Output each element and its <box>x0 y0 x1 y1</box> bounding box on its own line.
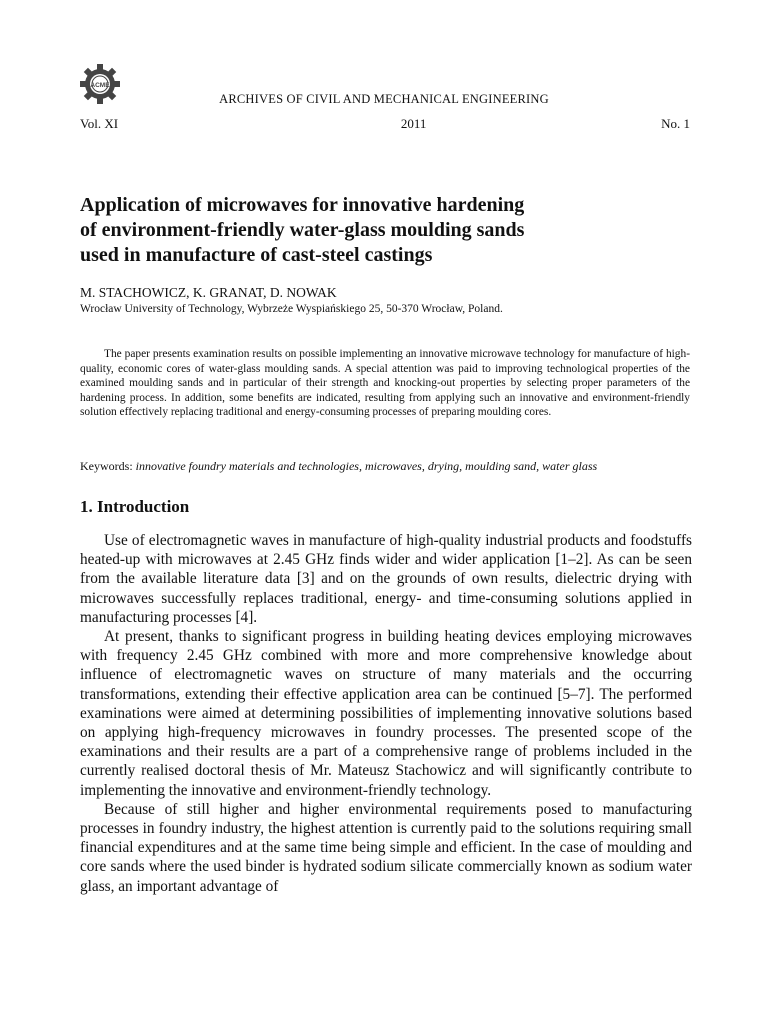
paragraph-3: Because of still higher and higher environmental requirements posed to manufacturing processes in foundry industry, the highest attention is currently paid to the solutions requiring small financial expenditures and at the same time being simple and efficient. In the case of moulding and core sands where the used binder is hydrated sodium silicate commercially known as sodium water glass, an important advantage of <box>80 800 692 895</box>
title-line-3: used in manufacture of cast-steel castings <box>80 244 433 266</box>
paper-title <box>80 193 690 268</box>
title-line-2: of environment-friendly water-glass moulding sands <box>80 219 525 241</box>
affiliation: Wrocław University of Technology, Wybrzeże Wyspiańskiego 25, 50-370 Wrocław, Poland. <box>80 303 503 315</box>
logo-lettering: ACME <box>90 82 110 89</box>
title-line-1: Application of microwaves for innovative hardening <box>80 194 525 216</box>
volume-line <box>80 116 690 132</box>
keywords-list: innovative foundry materials and technologies, microwaves, drying, moulding sand, water glass <box>135 459 598 473</box>
keywords-label: Keywords: <box>80 459 136 473</box>
paragraph-2: At present, thanks to significant progress in building heating devices employing microwaves with frequency 2.45 GHz combined with more and more comprehensive knowledge about influence of electromagnetic waves on structure of many materials and the occurring transformations, extending their effective application area can be continued [5–7]. The performed examinations were aimed at determining possibilities of implementing innovative solutions based on applying high-frequency microwaves in foundry processes. The presented scope of the examinations and their results are a part of a comprehensive range of problems included in the currently realised doctoral thesis of Mr. Mateusz Stachowicz and will significantly contribute to implementing the innovative and environment-friendly technology. <box>80 628 692 799</box>
paragraph-1: Use of electromagnetic waves in manufacture of high-quality industrial products and foodstuffs heated-up with microwaves at 2.45 GHz finds wider and wider application [1–2]. As can be seen from the available literature data [3] and on the grounds of own results, dielectric drying with microwaves successfully replaces traditional, energy- and time-consuming solutions applied in manufacturing processes [4]. <box>80 532 692 626</box>
body-text <box>80 531 692 896</box>
volume-label: Vol. XI <box>80 116 119 131</box>
year-label: 2011 <box>400 116 427 131</box>
issue-number: No. 1 <box>661 116 690 131</box>
keywords <box>80 459 695 474</box>
abstract: The paper presents examination results on possible implementing an innovative microwave technology for manufacture of high-quality, economic cores of water-glass moulding sands. A special attention was paid to improving technological properties of the examined moulding sands and in particular of their strength and knocking-out properties by selecting proper parameters of the hardening process. In addition, some benefits are indicated, resulting from applying such an innovative and environment-friendly solution effectively replacing traditional and energy-consuming processes of preparing moulding cores. <box>80 348 690 419</box>
authors: M. STACHOWICZ, K. GRANAT, D. NOWAK <box>80 285 337 300</box>
journal-title: ARCHIVES OF CIVIL AND MECHANICAL ENGINEERING <box>219 92 549 106</box>
section-heading-introduction: 1. Introduction <box>80 497 190 516</box>
